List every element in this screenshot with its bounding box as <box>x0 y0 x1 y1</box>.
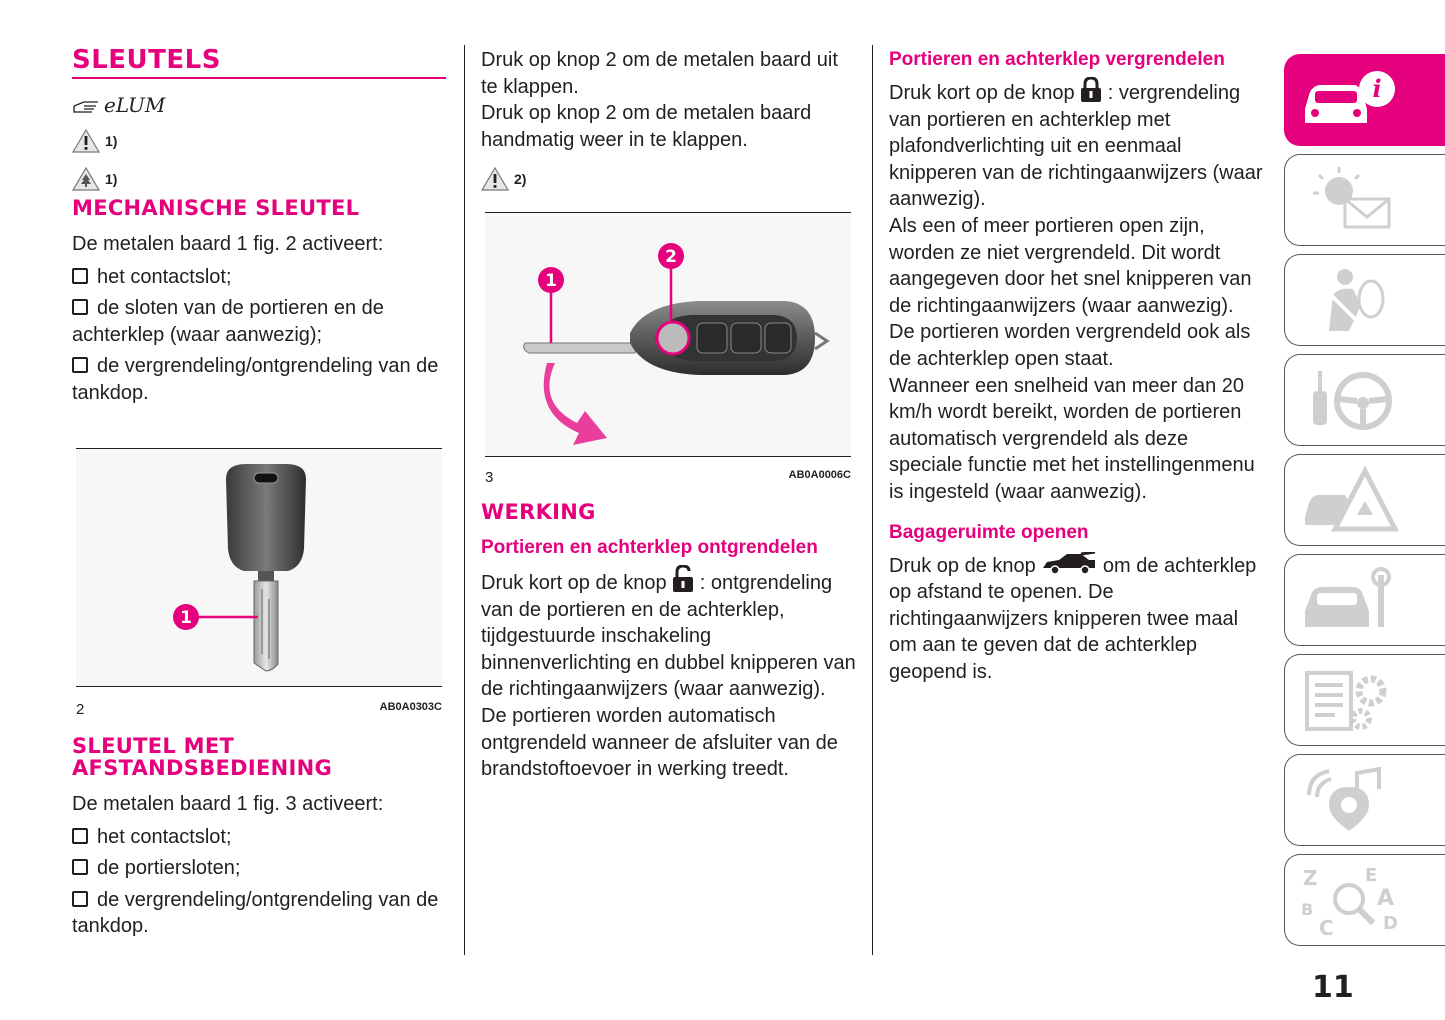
column-3 <box>889 45 1264 685</box>
list-item: de portiersloten; <box>72 855 446 882</box>
checkbox-bullet-icon <box>72 891 88 907</box>
tab-safety[interactable] <box>1284 254 1445 346</box>
warning-ref: 2) <box>514 171 527 188</box>
remote-key-section <box>72 735 446 940</box>
remote-key-heading: SLEUTEL MET AFSTANDSBEDIENING <box>72 734 333 780</box>
trunk-paragraph: Druk op de knop om de achterklep op afstand te openen. De richtingaanwijzers knipperen twee maal om aan te geven dat de achterklep geopend is. <box>889 552 1264 686</box>
figure-number: 2 <box>76 701 85 718</box>
svg-text:B: B <box>1301 900 1314 919</box>
unlock-button-icon <box>672 565 694 593</box>
checkbox-bullet-icon <box>72 299 88 315</box>
lock-paragraph: Druk kort op de knop : vergrendeling van portieren en achterklep met plafondverlichting uit en eenmaal knipperen van de richtingaanwijzers (waar aanwezig). <box>889 77 1264 213</box>
werking-heading: WERKING <box>481 500 596 524</box>
trunk-heading: Bagageruimte openen <box>889 521 1089 543</box>
tree-triangle-icon <box>72 167 100 191</box>
unlock-paragraph-2: De portieren worden automatisch ontgrendeld wanneer de afsluiter van de brandstoftoevoer in werking treedt. <box>481 704 838 781</box>
list-item: de vergrendeling/ontgrendeling van de tankdop. <box>72 355 439 404</box>
list-item: het contactslot; <box>72 264 446 291</box>
checkbox-bullet-icon <box>72 828 88 844</box>
figure-number: 3 <box>485 469 494 486</box>
checkbox-bullet-icon <box>72 357 88 373</box>
paragraph: Druk op knop 2 om de metalen baard uit te klappen. <box>481 49 838 98</box>
column-divider <box>464 45 465 955</box>
figure-2-caption <box>76 701 442 718</box>
car-info-icon <box>1299 65 1399 135</box>
paragraph: Druk op knop 2 om de metalen baard handmatig weer in te klappen. <box>481 102 812 151</box>
tab-starting-driving[interactable] <box>1284 354 1445 446</box>
callout-1: 1 <box>180 608 192 628</box>
figure-code: AB0A0006C <box>788 469 851 481</box>
mechanical-key-heading: MECHANISCHE SLEUTEL <box>72 196 360 220</box>
unlock-heading: Portieren en achterklep ontgrendelen <box>481 537 818 558</box>
figure-3-caption <box>485 469 851 486</box>
werking-section <box>481 501 856 783</box>
environment-ref: 1) <box>105 171 118 187</box>
safety-icon <box>1299 265 1399 335</box>
list-item: de sloten van de portieren en de achterklep (waar aanwezig); <box>72 297 384 346</box>
mechanical-key-illustration <box>76 449 442 686</box>
callout-2: 2 <box>665 247 677 267</box>
column-1 <box>72 45 446 938</box>
checkbox-bullet-icon <box>72 859 88 875</box>
tab-index[interactable] <box>1284 854 1445 946</box>
column-2 <box>481 45 856 781</box>
warning-triangle-icon <box>72 129 100 153</box>
pointing-hand-icon <box>72 94 102 116</box>
lock-paragraph-2: Als een of meer portieren open zijn, worden ze niet vergrendeld. Dit wordt aangegeven door het snel knipperen van de richtingaanwijzers (waar aanwezig). De portieren worden vergrendeld ook als de achterklep open staat. <box>889 214 1252 370</box>
lock-button-icon <box>1080 77 1102 103</box>
warning-ref: 1) <box>105 133 118 149</box>
list-item: het contactslot; <box>72 824 446 851</box>
figure-3-image <box>485 212 851 457</box>
tab-emergency[interactable] <box>1284 454 1445 546</box>
figure-code: AB0A0303C <box>379 701 442 713</box>
mechanical-key-intro: De metalen baard 1 fig. 2 activeert: <box>72 233 384 255</box>
logo-row <box>72 93 446 117</box>
svg-text:C: C <box>1319 916 1334 935</box>
svg-text:D: D <box>1383 913 1398 934</box>
svg-text:E: E <box>1365 865 1378 886</box>
trunk-button-icon <box>1041 552 1097 576</box>
tab-lights-messages[interactable] <box>1284 154 1445 246</box>
warning-note <box>72 129 446 153</box>
section-title: SLEUTELS <box>72 45 446 79</box>
starting-driving-icon <box>1299 365 1399 435</box>
warning-note <box>481 167 853 191</box>
lock-paragraph-3: Wanneer een snelheid van meer dan 20 km/h wordt bereikt, worden de portieren automatisch vergrendeld als deze speciale functie met het instellingenmenu is ingesteld (waar aanwezig). <box>889 374 1255 503</box>
tab-technical-data[interactable] <box>1284 654 1445 746</box>
remote-key-intro: De metalen baard 1 fig. 3 activeert: <box>72 793 384 815</box>
figure-2-image <box>76 448 442 687</box>
column-divider <box>872 45 873 955</box>
page-number: 11 <box>1312 970 1354 1005</box>
svg-text:A: A <box>1377 886 1395 911</box>
svg-text:i: i <box>1372 74 1382 103</box>
tab-maintenance[interactable] <box>1284 554 1445 646</box>
callout-1: 1 <box>545 271 557 291</box>
technical-data-icon <box>1299 665 1399 735</box>
multimedia-icon <box>1299 765 1399 835</box>
maintenance-icon <box>1299 565 1399 635</box>
lock-heading: Portieren en achterklep vergrendelen <box>889 49 1225 70</box>
unlock-paragraph: Druk kort op de knop : ontgrendeling van de portieren en de achterklep, tijdgestuurde inschakeling binnenverlichting en dubbel knipperen van de richtingaanwijzers (waar aanwezig). <box>481 565 856 703</box>
tab-multimedia[interactable] <box>1284 754 1445 846</box>
svg-text:Z: Z <box>1303 866 1318 890</box>
index-icon <box>1299 865 1399 935</box>
checkbox-bullet-icon <box>72 268 88 284</box>
logo-text: eLUM <box>104 93 166 117</box>
lights-message-icon <box>1299 165 1399 235</box>
environment-note <box>72 167 446 191</box>
tab-car-info[interactable] <box>1284 54 1445 146</box>
list-item: de vergrendeling/ontgrendeling van de tankdop. <box>72 888 439 938</box>
emergency-icon <box>1299 465 1399 535</box>
remote-key-illustration <box>485 213 851 456</box>
warning-triangle-icon <box>481 167 509 191</box>
